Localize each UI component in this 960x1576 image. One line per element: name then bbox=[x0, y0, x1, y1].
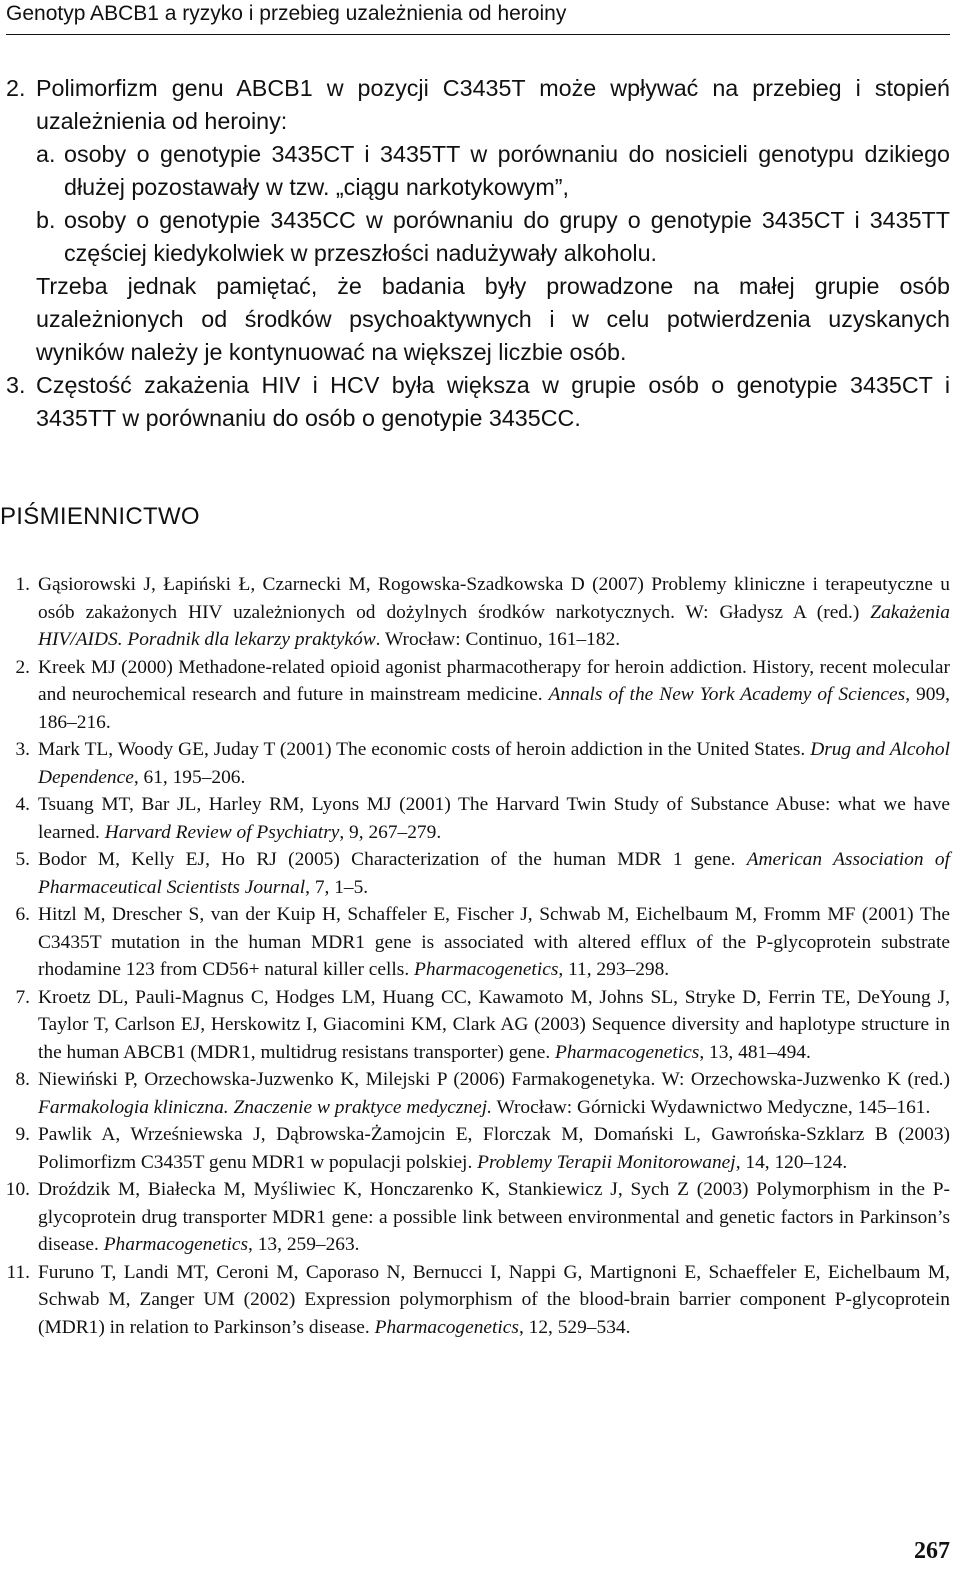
conclusion-number: 2. bbox=[6, 75, 26, 101]
reference-details: , 13, 259–263. bbox=[248, 1234, 360, 1255]
reference-details: , 9, 267–279. bbox=[339, 821, 442, 843]
reference-number: 9. bbox=[15, 1124, 30, 1145]
reference-details: , 12, 529–534. bbox=[518, 1316, 631, 1338]
conclusion-number: 3. bbox=[6, 372, 26, 398]
reference-source-title: Harvard Review of Psychiatry bbox=[104, 821, 340, 843]
page-number: 267 bbox=[914, 1538, 950, 1564]
reference-text: Droździk M, Białecka M, Myśliwiec K, Honczarenko K, Stankiewicz J, Sych Z (2003) Polymorphism in the P-glycoprotein drug transporter MDR1 gene: a possible link between environmental and genetic factors in Parkinson’s disease. bbox=[38, 1179, 950, 1255]
reference-text: Hitzl M, Drescher S, van der Kuip H, Schaffeler E, Fischer J, Schwab M, Eichelbaum M, Fromm MF (2001) The C3435T mutation in the human MDR1 gene is associated with altered efflux of the P-glycoprotein substrate rhodamine 123 from CD56+ natural killer cells. bbox=[38, 904, 950, 980]
reference-number: 8. bbox=[15, 1069, 30, 1090]
conclusion-subletter: a. bbox=[36, 141, 56, 167]
conclusion-item-3 bbox=[6, 369, 950, 435]
reference-text: Tsuang MT, Bar JL, Harley RM, Lyons MJ (2001) The Harvard Twin Study of Substance Abuse: what we have learned. bbox=[38, 794, 950, 843]
references-heading: PIŚMIENNICTWO bbox=[0, 503, 200, 530]
reference-item bbox=[0, 1176, 950, 1259]
reference-text: Bodor M, Kelly EJ, Ho RJ (2005) Characterization of the human MDR 1 gene. bbox=[38, 849, 747, 870]
reference-number: 4. bbox=[15, 794, 30, 815]
reference-details: Wrocław: Górnicki Wydawnictwo Medyczne, 145–161. bbox=[491, 1096, 931, 1118]
running-title: Genotyp ABCB1 a ryzyko i przebieg uzależnienia od heroiny bbox=[6, 2, 567, 25]
reference-source-title: Problemy Terapii Monitorowanej bbox=[477, 1151, 736, 1173]
reference-number: 2. bbox=[15, 656, 30, 678]
reference-source-title: Annals of the New York Academy of Sciences bbox=[548, 684, 906, 705]
conclusions-section bbox=[6, 72, 950, 435]
reference-text: Pawlik A, Wrześniewska J, Dąbrowska-Żamojcin E, Florczak M, Domański L, Gawrońska-Szklarz B (2003) Polimorfizm C3435T genu MDR1 w populacji polskiej. bbox=[38, 1124, 950, 1173]
conclusion-item-2b bbox=[6, 204, 950, 270]
conclusion-text: Polimorfizm genu ABCB1 w pozycji C3435T może wpływać na przebieg i stopień uzależnienia od heroiny: bbox=[36, 75, 950, 134]
reference-source-title: Pharmacogenetics bbox=[555, 1041, 700, 1063]
conclusion-text: Częstość zakażenia HIV i HCV była większa w grupie osób o genotypie 3435CT i 3435TT w porównaniu do osób o genotypie 3435CC. bbox=[36, 372, 950, 431]
reference-number: 11. bbox=[6, 1261, 30, 1283]
conclusion-subletter: b. bbox=[36, 207, 56, 233]
reference-source-title: American Association of Pharmaceutical Scientists Journal bbox=[38, 849, 950, 898]
reference-details: , 909, 186–216. bbox=[38, 684, 950, 733]
reference-details: . Wrocław: Continuo, 161–182. bbox=[375, 629, 621, 650]
reference-text: Mark TL, Woody GE, Juday T (2001) The economic costs of heroin addiction in the United States. bbox=[38, 739, 811, 760]
reference-item bbox=[0, 1259, 950, 1342]
reference-source-title: Drug and Alcohol Dependence bbox=[38, 739, 951, 788]
conclusion-note: Trzeba jednak pamiętać, że badania były prowadzone na małej grupie osób uzależnionych od środków psychoaktywnych i w celu potwierdzenia uzyskanych wyników należy je kontynuować na większej liczbie osób. bbox=[36, 273, 950, 365]
reference-item bbox=[0, 571, 950, 654]
reference-number: 7. bbox=[15, 986, 30, 1008]
running-header bbox=[6, 0, 950, 35]
reference-item bbox=[0, 984, 950, 1067]
reference-details: , 13, 481–494. bbox=[699, 1041, 811, 1063]
reference-list bbox=[0, 571, 950, 1341]
conclusion-item-2a bbox=[6, 138, 950, 204]
reference-text: Gąsiorowski J, Łapiński Ł, Czarnecki M, Rogowska-Szadkowska D (2007) Problemy kliniczne i terapeutyczne u osób zakażonych HIV uzależnionych od dożylnych środków narkotycznych. W: Gładysz A (red.) bbox=[38, 574, 950, 623]
reference-source-title: Pharmacogenetics bbox=[103, 1234, 249, 1255]
reference-source-title: Pharmacogenetics bbox=[374, 1316, 519, 1338]
conclusion-text: osoby o genotypie 3435CT i 3435TT w porównaniu do nosicieli genotypu dzikiego dłużej pozostawały w tzw. „ciągu narkotykowym”, bbox=[64, 141, 950, 200]
reference-number: 6. bbox=[15, 904, 30, 925]
reference-source-title: Farmakologia kliniczna. Znaczenie w praktyce medycznej. bbox=[38, 1096, 492, 1118]
reference-number: 5. bbox=[15, 849, 30, 870]
reference-item bbox=[0, 654, 950, 737]
reference-item bbox=[0, 846, 950, 901]
reference-details: , 61, 195–206. bbox=[133, 766, 246, 788]
reference-number: 10. bbox=[5, 1179, 30, 1200]
conclusion-item-2 bbox=[6, 72, 950, 138]
reference-details: , 7, 1–5. bbox=[305, 876, 369, 898]
reference-source-title: Pharmacogenetics bbox=[414, 959, 559, 980]
reference-item bbox=[0, 1121, 950, 1176]
reference-text: Kroetz DL, Pauli-Magnus C, Hodges LM, Huang CC, Kawamoto M, Johns SL, Stryke D, Ferrin TE, DeYoung J, Taylor T, Carlson EJ, Herskowitz I, Giacomini KM, Clark AG (2003) Sequence diversity and haplotype structure in the human ABCB1 (MDR1, multidrug resistans transporter) gene. bbox=[38, 986, 950, 1063]
reference-text: Kreek MJ (2000) Methadone-related opioid agonist pharmacotherapy for heroin addiction. History, recent molecular and neurochemical research and future in mainstream medicine. bbox=[38, 656, 950, 705]
reference-text: Furuno T, Landi MT, Ceroni M, Caporaso N, Bernucci I, Nappi G, Martignoni E, Schaeffeler E, Eichelbaum M, Schwab M, Zanger UM (2002) Expression polymorphism of the blood-brain barrier component P-glycoprotein (MDR1) in relation to Parkinson’s disease. bbox=[38, 1261, 950, 1338]
conclusion-text: osoby o genotypie 3435CC w porównaniu do grupy o genotypie 3435CT i 3435TT częściej kiedykolwiek w przeszłości nadużywały alkoholu. bbox=[64, 207, 950, 266]
reference-item bbox=[0, 791, 950, 846]
reference-item bbox=[0, 1066, 950, 1121]
reference-source-title: Zakażenia HIV/AIDS. Poradnik dla lekarzy praktyków bbox=[38, 601, 950, 650]
reference-item bbox=[0, 901, 950, 984]
reference-number: 1. bbox=[15, 574, 30, 595]
reference-details: , 14, 120–124. bbox=[735, 1151, 848, 1173]
reference-text: Niewiński P, Orzechowska-Juzwenko K, Milejski P (2006) Farmakogenetyka. W: Orzechowska-Juzwenko K (red.) bbox=[38, 1069, 950, 1090]
reference-number: 3. bbox=[15, 739, 30, 760]
reference-details: , 11, 293–298. bbox=[558, 959, 670, 980]
reference-item bbox=[0, 736, 950, 791]
